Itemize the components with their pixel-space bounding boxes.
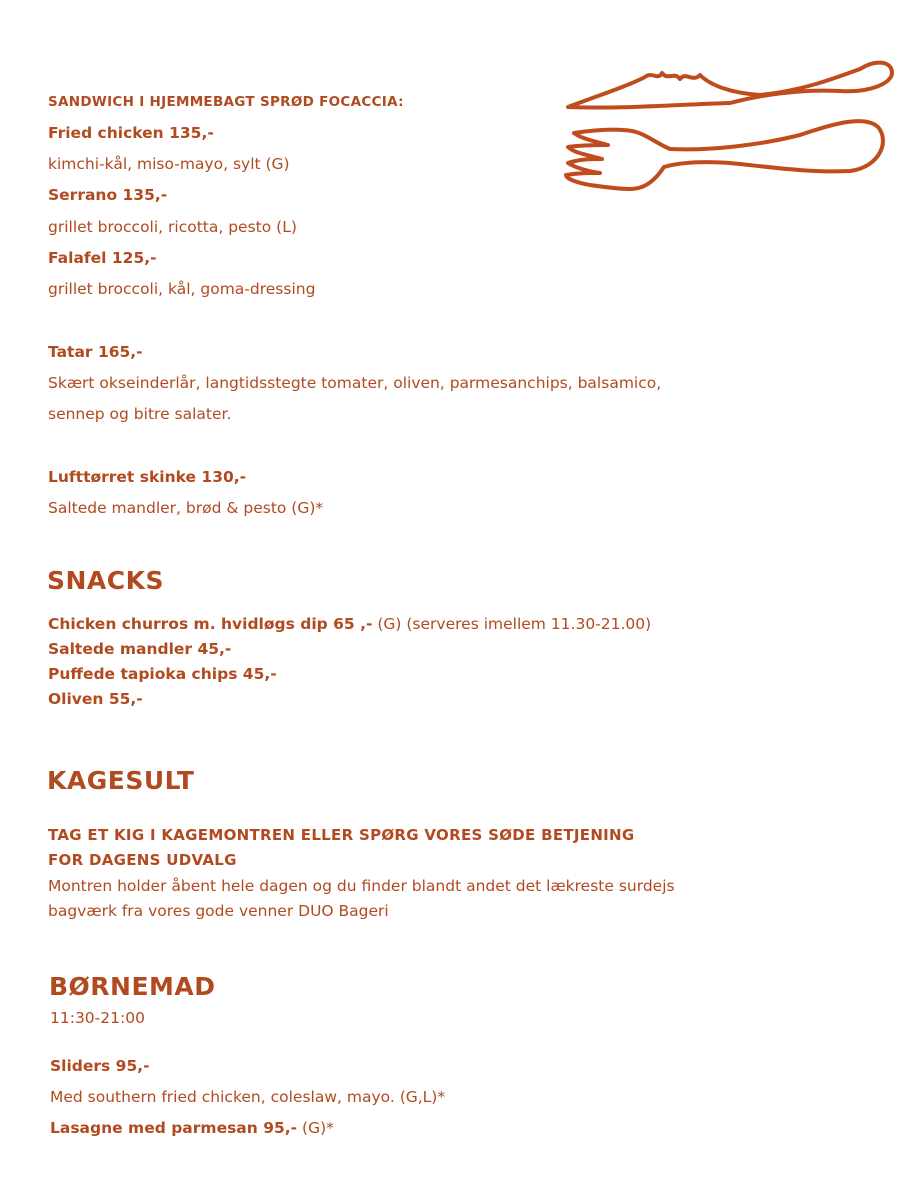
snack-item	[48, 662, 277, 687]
sandwich-heading: SANDWICH I HJEMMEBAGT SPRØD FOCACCIA:	[48, 94, 404, 110]
kagesult-desc-line: Montren holder åbent hele dagen og du finder blandt andet det lækreste surdejs	[48, 877, 675, 895]
menu-item-desc: grillet broccoli, kål, goma-dressing	[48, 280, 316, 298]
snack-item	[48, 687, 143, 712]
kagesult-title: KAGESULT	[47, 766, 195, 795]
skinke-name: Lufttørret skinke 130,-	[48, 468, 247, 486]
snack-name: Chicken churros m. hvidløgs dip 65 ,-	[48, 615, 373, 633]
knife-and-fork-icon	[560, 55, 900, 195]
skinke-desc: Saltede mandler, brød & pesto (G)*	[48, 499, 324, 517]
lasagne-name: Lasagne med parmesan 95,-	[50, 1119, 298, 1137]
snack-item	[48, 612, 651, 637]
menu-item-name: Serrano 135,-	[48, 186, 168, 204]
tatar-desc-line: sennep og bitre salater.	[48, 405, 232, 423]
menu-item-desc: grillet broccoli, ricotta, pesto (L)	[48, 218, 297, 236]
menu-item-name: Fried chicken 135,-	[48, 124, 214, 142]
tatar-name: Tatar 165,-	[48, 343, 143, 361]
snack-name: Puffede tapioka chips 45,-	[48, 665, 277, 683]
tatar-desc-line: Skært okseinderlår, langtidsstegte tomater, oliven, parmesanchips, balsamico,	[48, 374, 662, 392]
snack-name: Oliven 55,-	[48, 690, 143, 708]
snacks-title: SNACKS	[47, 566, 165, 595]
menu-item-name: Falafel 125,-	[48, 249, 157, 267]
snack-note: (G) (serveres imellem 11.30-21.00)	[372, 615, 652, 633]
kagesult-desc-line: bagværk fra vores gode venner DUO Bageri	[48, 902, 389, 920]
snack-name: Saltede mandler 45,-	[48, 640, 232, 658]
bornemad-title: BØRNEMAD	[49, 972, 216, 1001]
bornemad-hours: 11:30-21:00	[50, 1009, 145, 1027]
kagesult-heading-line: FOR DAGENS UDVALG	[48, 851, 237, 869]
snack-item	[48, 637, 231, 662]
sliders-desc: Med southern fried chicken, coleslaw, mayo. (G,L)*	[50, 1088, 446, 1106]
menu-item-desc: kimchi-kål, miso-mayo, sylt (G)	[48, 155, 290, 173]
lasagne-item	[50, 1119, 334, 1137]
sliders-name: Sliders 95,-	[50, 1057, 150, 1075]
kagesult-heading-line: TAG ET KIG I KAGEMONTREN ELLER SPØRG VORES SØDE BETJENING	[48, 826, 635, 844]
lasagne-note: (G)*	[297, 1119, 334, 1137]
